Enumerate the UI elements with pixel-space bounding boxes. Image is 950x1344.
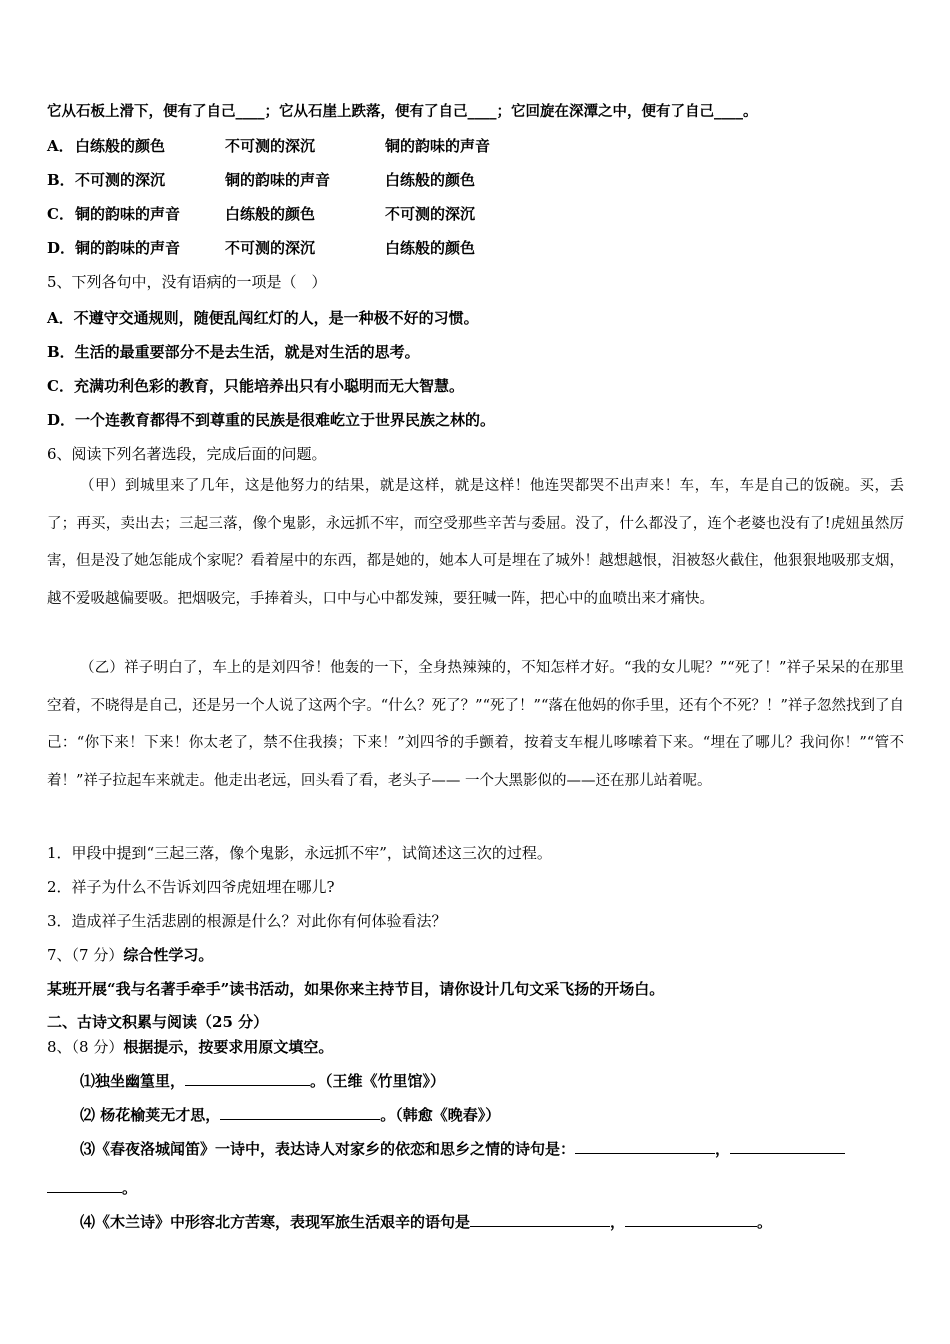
item-prefix: ⑷《木兰诗》中形容北方苦寒，表现军旅生活艰辛的语句是: [80, 1213, 471, 1231]
q8-item-3-continued: [47, 1178, 137, 1198]
q4-option-b: [47, 170, 475, 190]
q8-item-4: [80, 1212, 772, 1232]
option-part: 白练般的颜色: [385, 171, 476, 189]
answer-blank[interactable]: [185, 1071, 310, 1086]
item-prefix: ⑶《春夜洛城闻笛》一诗中，表达诗人对家乡的依恋和思乡之情的诗句是：: [80, 1140, 576, 1158]
option-part: 不可测的深沉: [225, 137, 316, 155]
option-label: D．: [47, 239, 76, 257]
q6-question-1: 1．甲段中提到“三起三落，像个鬼影，永远抓不牢”，试简述这三次的过程。: [47, 844, 552, 862]
q8-heading: [47, 1037, 333, 1057]
option-part: 白练般的颜色: [75, 137, 166, 155]
q4-option-c: [47, 204, 475, 224]
item-suffix: 。（韩愈《晚春》）: [380, 1106, 501, 1124]
item-prefix: ⑵ 杨花榆荚无才思，: [80, 1106, 221, 1124]
option-label: C．: [47, 205, 74, 223]
q5-option-c: C．充满功利色彩的教育，只能培养出只有小聪明而无大智慧。: [47, 377, 464, 395]
q6-passage-jia: （甲）到城里来了几年，这是他努力的结果，就是这样，就是这样！他连哭都哭不出声来！车，车，车是自己的饭碗。买，丢了；再买，卖出去；三起三落，像个鬼影，永远抓不牢，而空受那些辛苦与委屈。没了，什么都没了，连个老婆也没有了!虎妞虽然厉害，但是没了她怎能成个家呢？看着屋中的东西，都是她的，她本人可是埋在了城外！越想越恨，泪被怒火截住，他狠狠地吸那支烟，越不爱吸越偏要吸。把烟吸完，手捧着头，口中与心中都发辣，要狂喊一阵，把心中的血喷出来才痛快。: [47, 478, 904, 607]
item-suffix: 。: [757, 1213, 773, 1231]
option-part: 不可测的深沉: [385, 205, 476, 223]
q5-option-d: D．一个连教育都得不到尊重的民族是很难屹立于世界民族之林的。: [47, 411, 496, 429]
q7-heading: [47, 945, 213, 965]
item-suffix: 。（王维《竹里馆》）: [310, 1072, 446, 1090]
option-part: 铜的韵味的声音: [385, 137, 491, 155]
option-part: 不可测的深沉: [75, 171, 166, 189]
answer-blank[interactable]: [575, 1139, 715, 1154]
answer-blank[interactable]: [470, 1212, 610, 1227]
q8-item-3: [80, 1139, 845, 1159]
item-separator: ，: [715, 1140, 731, 1158]
option-part: 白练般的颜色: [385, 239, 476, 257]
q5-stem: 5、下列各句中，没有语病的一项是（ ）: [47, 273, 327, 291]
q5-option-a: A．不遵守交通规则，随便乱闯红灯的人，是一种极不好的习惯。: [47, 309, 479, 327]
section2-title: 二、古诗文积累与阅读（25 分）: [47, 1013, 269, 1031]
q8-item-1: [80, 1071, 445, 1091]
q7-body: 某班开展“我与名著手牵手”读书活动，如果你来主持节目，请你设计几句文采飞扬的开场白。: [47, 980, 665, 998]
q5-option-b: B．生活的最重要部分不是去生活，就是对生活的思考。: [47, 343, 420, 361]
option-part: 铜的韵味的声音: [225, 171, 331, 189]
q4-option-d: [47, 238, 475, 258]
q8-prefix: 8、（8 分）: [47, 1038, 124, 1056]
option-part: 白练般的颜色: [225, 205, 316, 223]
item-prefix: ⑴独坐幽篁里，: [80, 1072, 186, 1090]
answer-blank[interactable]: [625, 1212, 757, 1227]
q7-title: 综合性学习。: [123, 946, 214, 964]
option-part: 不可测的深沉: [225, 239, 316, 257]
q6-question-3: 3．造成祥子生活悲剧的根源是什么？对此你有何体验看法？: [47, 912, 447, 930]
q4-option-a: [47, 136, 490, 156]
option-part: 铜的韵味的声音: [75, 239, 181, 257]
item-separator: ，: [610, 1213, 626, 1231]
q8-item-2: [80, 1105, 500, 1125]
answer-blank[interactable]: [47, 1178, 122, 1193]
answer-blank[interactable]: [220, 1105, 380, 1120]
option-label: A．: [47, 137, 74, 155]
q8-stem: 根据提示，按要求用原文填空。: [123, 1038, 334, 1056]
answer-blank[interactable]: [730, 1139, 845, 1154]
item-suffix: 。: [122, 1179, 138, 1197]
option-part: 铜的韵味的声音: [75, 205, 181, 223]
q6-question-2: 2．祥子为什么不告诉刘四爷虎妞埋在哪儿?: [47, 878, 335, 896]
q6-passage-yi: （乙）祥子明白了，车上的是刘四爷！他轰的一下，全身热辣辣的，不知怎样才好。“我的女儿呢？”“死了！”祥子呆呆的在那里空着，不晓得是自己，还是另一个人说了这两个字。“什么？死了？”“死了！”“落在他妈的你手里，还有个不死？！”祥子忽然找到了自己：“你下来！下来！你太老了，禁不住我揍；下来！”刘四爷的手颤着，按着支车棍儿哆嗦着下来。“埋在了哪儿？我问你！”“管不着！”祥子拉起车来就走。他走出老远，回头看了看，老头子—— 一个大黑影似的——还在那儿站着呢。: [47, 660, 904, 789]
q4-stem: 它从石板上滑下，便有了自己____；它从石崖上跌落，便有了自己____；它回旋在深潭之中，便有了自己____。: [47, 103, 758, 120]
q7-prefix: 7、（7 分）: [47, 946, 124, 964]
q6-stem: 6、阅读下列名著选段，完成后面的问题。: [47, 445, 327, 463]
option-label: B．: [47, 171, 75, 189]
